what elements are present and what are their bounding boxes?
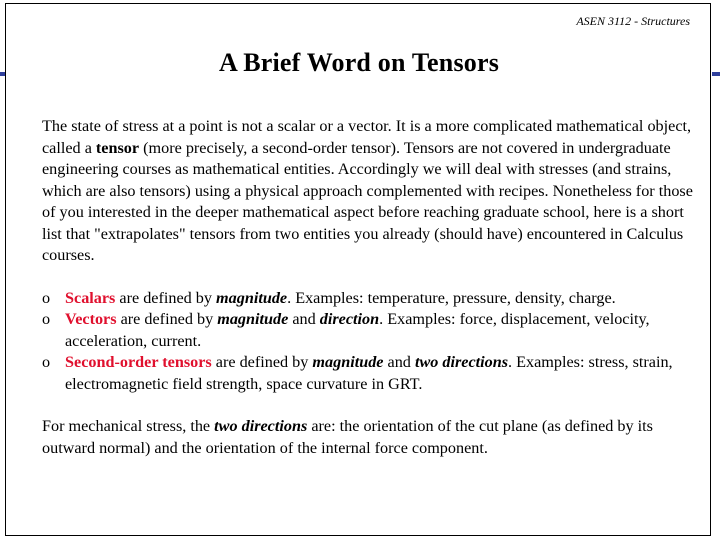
slide-body [42,116,706,459]
bullet-text: . Examples: temperature, pressure, density, charge. [287,288,616,307]
course-label: ASEN 3112 - Structures [576,14,690,28]
right-edge-mark [712,72,720,76]
term-second-order-tensors: Second-order tensors [65,353,212,371]
emphasis-direction: direction [319,310,380,328]
list-item-second-order-tensors [42,352,706,395]
emphasis-magnitude: magnitude [216,288,288,307]
bullet-text: . Examples: force, displacement, velocity, acceleration, current. [65,310,650,350]
emphasis-two-directions: two directions [214,417,308,435]
emphasis-magnitude: magnitude [312,353,384,371]
term-scalars: Scalars [65,288,116,307]
bullet-text: are defined by [115,288,217,307]
bullet-text: and [383,353,415,371]
definition-list [42,288,706,396]
list-item-vectors [42,309,706,352]
closing-text-2: are: the orientation of the cut plane (as defined by its outward normal) and the orientation of the internal force component. [42,417,653,457]
list-item-scalars [42,288,706,310]
bullet-text: . Examples: stress, strain, electromagnetic field strength, space curvature in GRT. [65,353,673,393]
intro-text-2: (more precisely, a second-order tensor). Tensors are not covered in undergraduate engineering courses as mathematical entities. Accordingly we will deal with stresses (and strains, which are also tensors) using a physical approach complemented with recipes. Nonetheless for those of you interested in the deeper mathematical aspect before reaching graduate school, here is a short list that "extrapolates" tensors from two entities you already (should have) encountered in Calculus courses. [42,138,693,264]
bullet-marker: o [42,310,51,328]
bullet-text: are defined by [116,310,218,328]
closing-paragraph [42,416,706,459]
term-vectors: Vectors [65,310,117,328]
emphasis-magnitude: magnitude [217,310,289,328]
bullet-text: are defined by [211,353,313,371]
tensor-term: tensor [95,138,140,157]
closing-text-1: For mechanical stress, the [42,417,215,435]
emphasis-two-directions: two directions [414,353,509,371]
intro-text-1: The state of stress at a point is not a scalar or a vector. It is a more complicated mathematical object, called a [42,117,692,157]
bullet-text: and [288,310,320,328]
slide-frame [5,3,711,536]
bullet-marker: o [42,288,51,307]
bullet-marker: o [42,353,51,371]
intro-paragraph [42,116,706,267]
slide-title: A Brief Word on Tensors [218,48,500,77]
